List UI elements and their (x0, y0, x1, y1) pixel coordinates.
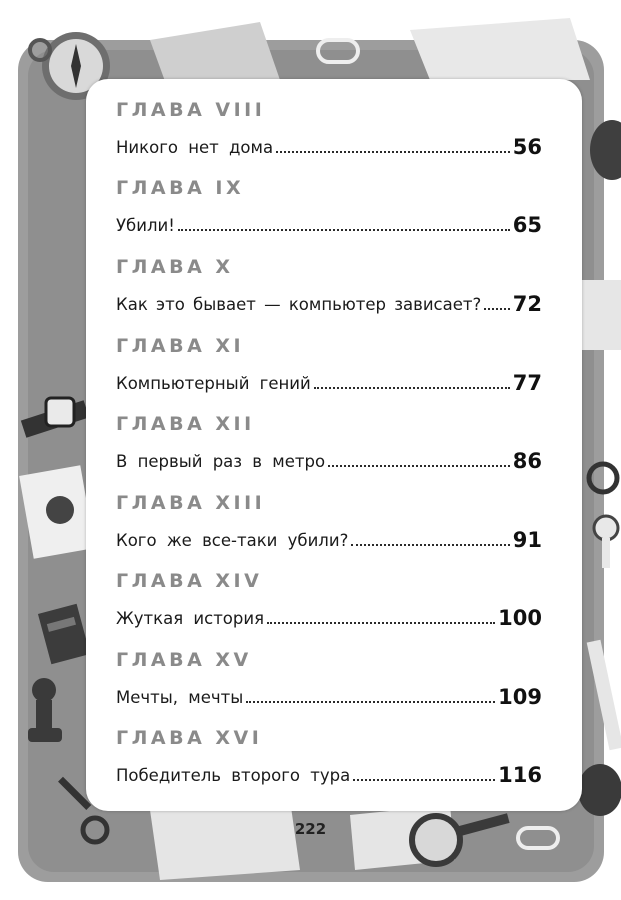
page-number: 100 (498, 606, 542, 630)
dot-leader (276, 151, 510, 153)
note-paper-icon (582, 280, 621, 350)
page-number: 77 (512, 371, 542, 395)
dot-leader (314, 387, 510, 389)
dot-leader (328, 465, 510, 467)
chapter-title: Жуткая история (116, 609, 265, 628)
chapter-heading: ГЛАВА XIII (116, 492, 266, 514)
toc-line (116, 679, 542, 709)
chapter-title: Мечты, мечты (116, 688, 244, 707)
page-number: 56 (512, 135, 542, 159)
toc-line (116, 129, 542, 159)
toc-line (116, 443, 542, 473)
toc-line (116, 365, 542, 395)
chapter-heading: ГЛАВА XIV (116, 570, 263, 592)
chapter-heading: ГЛАВА XII (116, 413, 255, 435)
notebook-icon (410, 18, 590, 80)
dot-leader (484, 308, 510, 310)
toc-line (116, 757, 542, 787)
chapter-title: Победитель второго тура (116, 766, 351, 785)
cap-icon (578, 764, 621, 816)
table-of-contents-card (86, 79, 582, 811)
dot-leader (353, 779, 495, 781)
dot-leader (178, 229, 510, 231)
toc-line (116, 207, 542, 237)
page-folio: 222 (294, 820, 327, 838)
chapter-heading: ГЛАВА XI (116, 335, 245, 357)
chapter-heading: ГЛАВА XV (116, 649, 252, 671)
dot-leader (267, 622, 495, 624)
chapter-title: Компьютерный гений (116, 374, 311, 393)
page-number: 86 (512, 449, 542, 473)
chapter-heading: ГЛАВА VIII (116, 99, 266, 121)
page-number: 116 (498, 763, 542, 787)
chapter-title: Как это бывает — компьютер зависает? (116, 295, 482, 314)
chapter-title: Никого нет дома (116, 138, 274, 157)
page-number: 65 (512, 213, 542, 237)
chapter-title: Кого же все-таки убили? (116, 531, 349, 550)
chapter-heading: ГЛАВА XVI (116, 727, 263, 749)
toc-line (116, 600, 542, 630)
toc-line (116, 522, 542, 552)
page-number: 109 (498, 685, 542, 709)
page-number: 72 (512, 292, 542, 316)
toc-line (116, 286, 542, 316)
page-number: 91 (512, 528, 542, 552)
chapter-heading: ГЛАВА IX (116, 177, 245, 199)
chapter-title: Убили! (116, 216, 175, 235)
dot-leader (351, 544, 509, 546)
dot-leader (246, 701, 495, 703)
chapter-heading: ГЛАВА X (116, 256, 234, 278)
chapter-title: В первый раз в метро (116, 452, 326, 471)
